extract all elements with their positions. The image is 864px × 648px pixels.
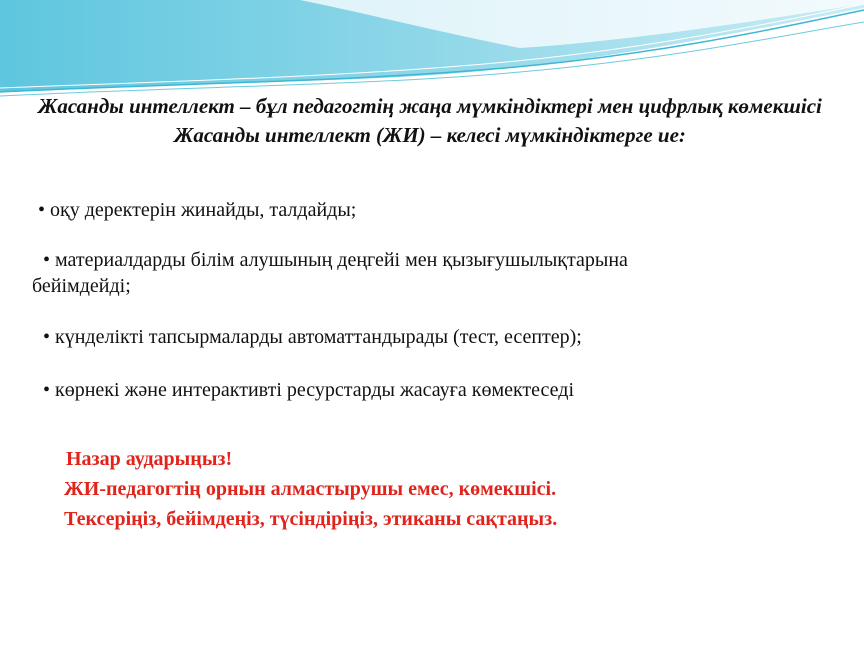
notice-line: ЖИ-педагогтің орнын алмастырушы емес, көмекшісі. [64,478,557,500]
slide-title: Жасанды интеллект – бұл педагогтің жаңа мүмкіндіктері мен цифрлық көмекшісі Жасанды интеллект (ЖИ) – келесі мүмкіндіктерге ие: [38,94,822,147]
notice-line: Тексеріңіз, бейімдеңіз, түсіндіріңіз, этиканы сақтаңыз. [64,508,558,530]
bullet-item: • күнделікті тапсырмаларды автоматтандырады (тест, есептер); [43,326,582,348]
bullet-item-continuation: бейімдейді; [32,275,131,297]
bullet-item [32,247,628,299]
notice-heading: Назар аударыңыз! [66,448,233,470]
bullet-item: • көрнекі және интерактивті ресурстарды жасауға көмектеседі [43,379,575,401]
bullet-item-line: • материалдарды білім алушының деңгейі мен қызығушылықтарына [43,249,628,271]
notice-block [64,444,557,534]
bullet-item: • оқу деректерін жинайды, талдайды; [38,199,357,221]
